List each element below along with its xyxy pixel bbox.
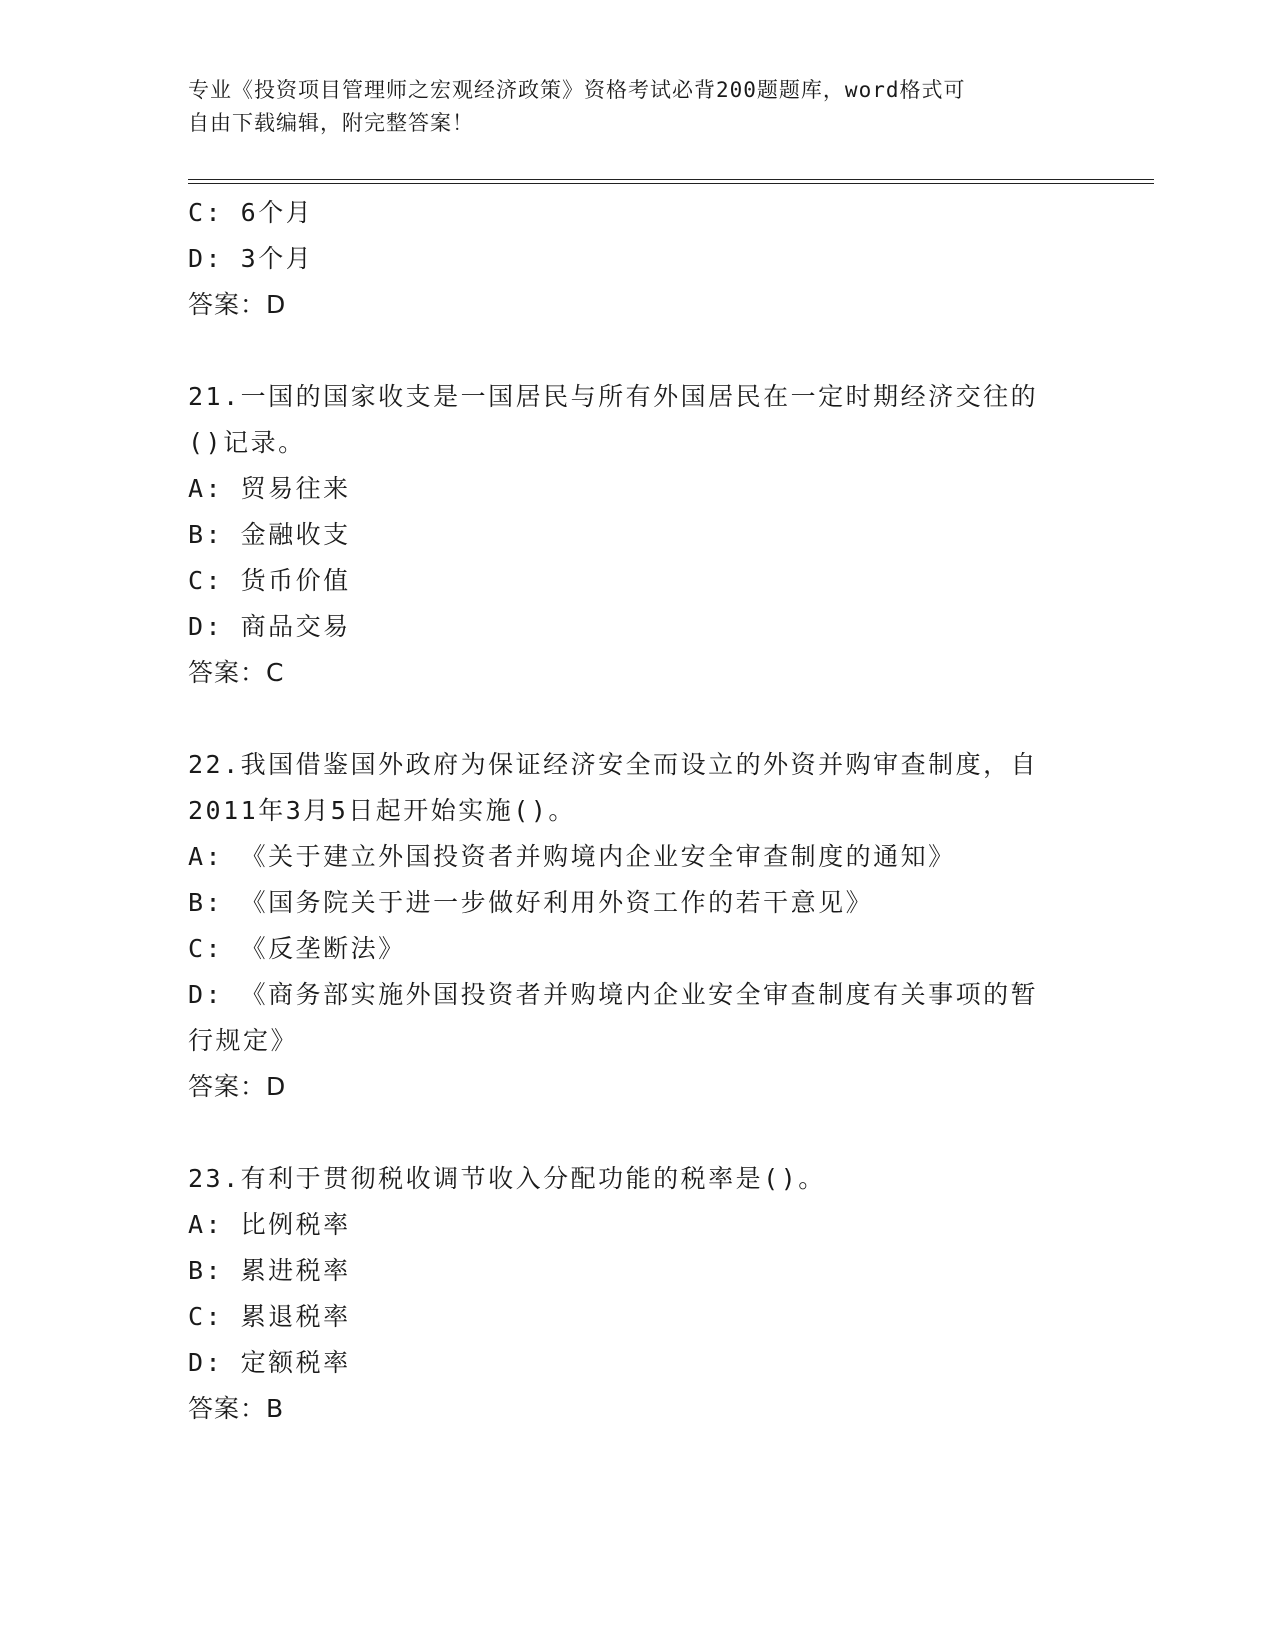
question-stem: 23.有利于贯彻税收调节收入分配功能的税率是()。 [188, 1164, 826, 1193]
option-d-continued: 行规定》 [188, 1026, 299, 1055]
answer: 答案：D [188, 1072, 287, 1101]
spacer [188, 696, 1088, 742]
option-a: A: 《关于建立外国投资者并购境内企业安全审查制度的通知》 [188, 842, 956, 871]
option-a: A: 比例税率 [188, 1210, 351, 1239]
answer: 答案：B [188, 1394, 285, 1423]
option-d: D: 3个月 [188, 244, 314, 273]
option-d: D: 定额税率 [188, 1348, 351, 1377]
header-title-line-1: 专业《投资项目管理师之宏观经济政策》资格考试必背200题题库，word格式可 [188, 78, 966, 102]
option-c: C: 《反垄断法》 [188, 934, 406, 963]
answer: 答案：D [188, 290, 287, 319]
question-23 [188, 1156, 1088, 1432]
question-stem-continued: 2011年3月5日起开始实施()。 [188, 796, 576, 825]
question-20-tail [188, 190, 1088, 328]
option-b: B: 累进税率 [188, 1256, 351, 1285]
option-c: C: 6个月 [188, 198, 314, 227]
question-stem: 21.一国的国家收支是一国居民与所有外国居民在一定时期经济交往的 [188, 382, 1039, 411]
option-a: A: 贸易往来 [188, 474, 351, 503]
spacer [188, 1110, 1088, 1156]
header-title-line-2: 自由下载编辑，附完整答案！ [188, 111, 474, 135]
question-21 [188, 374, 1088, 696]
option-d: D: 《商务部实施外国投资者并购境内企业安全审查制度有关事项的暂 [188, 980, 1039, 1009]
option-d: D: 商品交易 [188, 612, 351, 641]
question-22 [188, 742, 1088, 1110]
question-stem-continued: ()记录。 [188, 428, 306, 457]
option-c: C: 货币价值 [188, 566, 351, 595]
spacer [188, 328, 1088, 374]
answer: 答案：C [188, 658, 285, 687]
option-c: C: 累退税率 [188, 1302, 351, 1331]
option-b: B: 金融收支 [188, 520, 351, 549]
page-header [188, 74, 1068, 140]
question-stem: 22.我国借鉴国外政府为保证经济安全而设立的外资并购审查制度，自 [188, 750, 1039, 779]
option-b: B: 《国务院关于进一步做好利用外资工作的若干意见》 [188, 888, 874, 917]
header-divider [188, 179, 1154, 184]
question-list [188, 190, 1088, 1432]
